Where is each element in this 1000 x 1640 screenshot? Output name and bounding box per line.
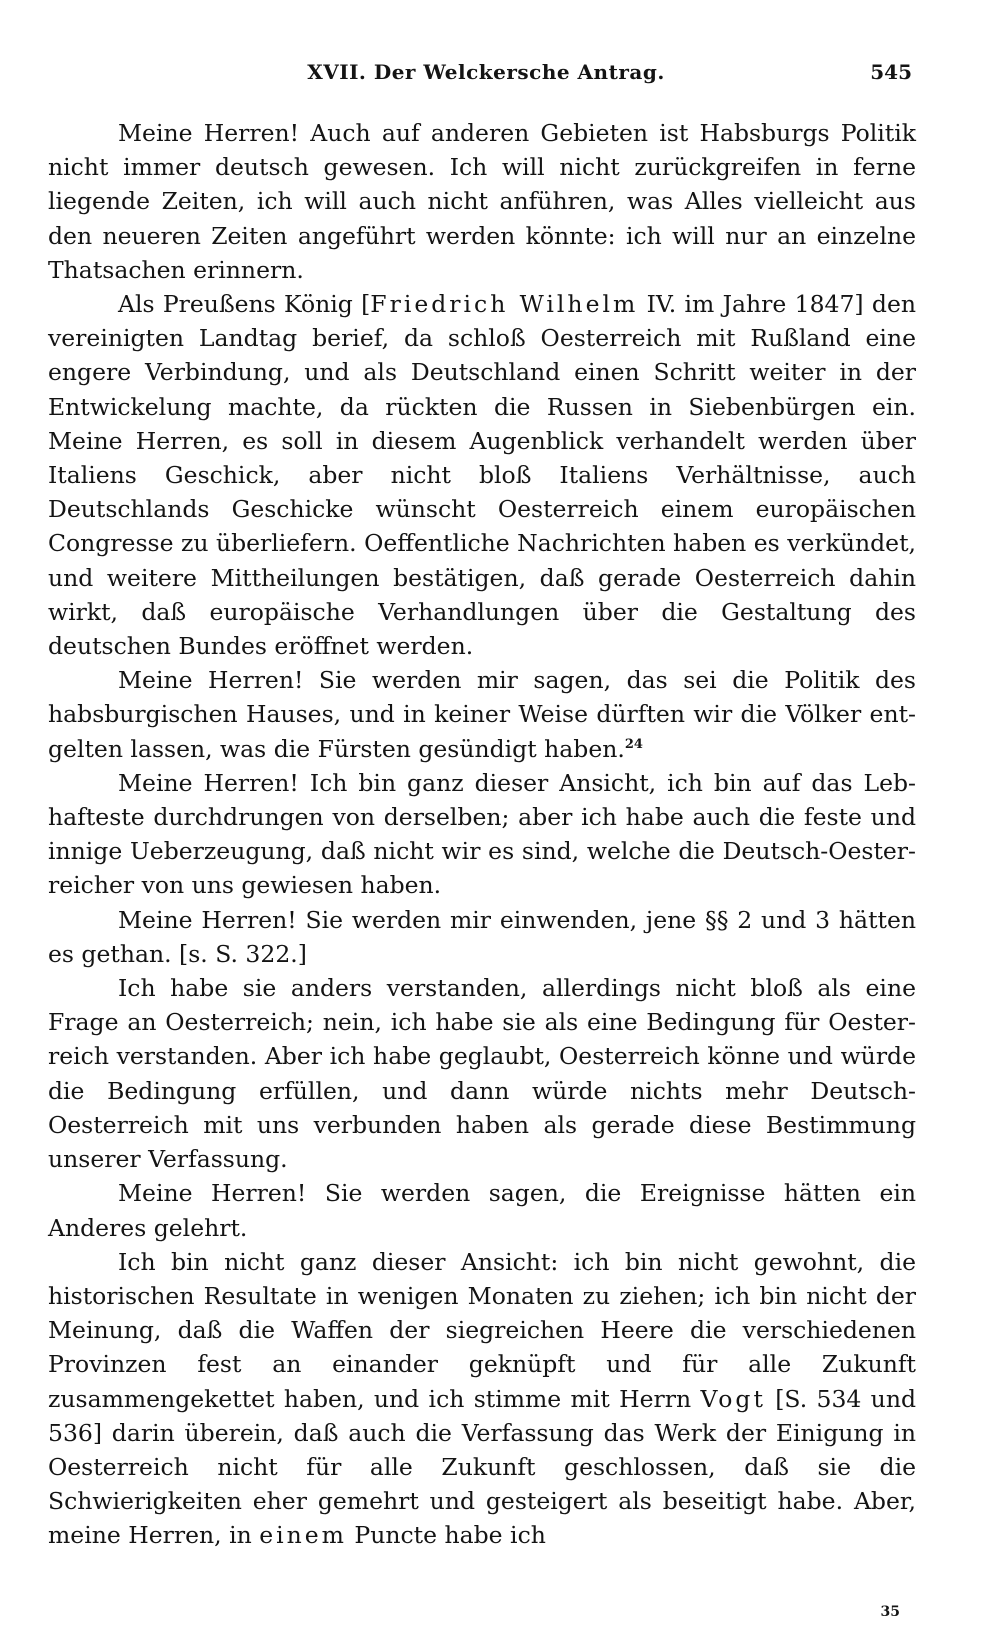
emphasized-name-vogt: Vogt <box>700 1384 766 1413</box>
chapter-title: XVII. Der Welckersche Antrag. <box>307 60 665 84</box>
paragraph-2-rest: IV. im Jahre 1847] den vereinigten Landtag berief, da schloß Oesterreich mit Rußland eine engere Verbindung, und als Deutschland einen Schritt weiter in der Entwickelung machte, da rückten die Russen in Siebenbürgen ein. Meine Herren, es soll in diesem Augenblick verhandelt werden über Italiens Geschick, aber nicht bloß Italiens Verhältnisse, auch Deutschlands Geschicke wünscht Oesterreich einem europäischen Congresse zu überliefern. Oeffentliche Nachrichten haben es verkündet, und weitere Mittheilungen bestätigen, daß gerade Oesterreich dahin wirkt, daß europäische Verhandlungen über die Gestaltung des deutschen Bundes eröffnet werden. <box>48 290 916 661</box>
page-number: 545 <box>870 60 912 84</box>
paragraph-4: Meine Herren! Ich bin ganz dieser Ansicht, ich bin auf das Lebhafteste durchdrungen von derselben; aber ich habe auch die feste und innige Ueberzeugung, daß nicht wir es sind, welche die Deutsch-Oesterreicher von uns gewiesen haben. <box>48 768 916 900</box>
body-text <box>48 116 916 1553</box>
paragraph-1: Meine Herren! Auch auf anderen Gebieten ist Habsburgs Politik nicht immer deutsch gewesen. Ich will nicht zurückgreifen in ferne liegende Zeiten, ich will auch nicht anführen, was Alles vielleicht aus den neueren Zeiten angeführt werden könnte: ich will nur an einzelne Thatsachen erinnern. <box>48 119 916 284</box>
paragraph-8 <box>48 1245 916 1553</box>
footnote-ref: 24 <box>624 736 643 752</box>
running-head <box>60 60 912 90</box>
paragraph-8-start: Ich bin nicht ganz dieser Ansicht: ich bin nicht gewohnt, die historischen Resultate in wenigen Monaten zu ziehen; ich bin nicht der Meinung, daß die Waffen der siegreichen Heere die verschiedenen Provinzen fest an einander geknüpft und für alle Zukunft zusammengekettet haben, und ich stimme mit Herrn <box>48 1247 916 1413</box>
paragraph-5: Meine Herren! Sie werden mir einwenden, jene §§ 2 und 3 hätten es gethan. [s. S. 322.] <box>48 905 916 968</box>
emphasized-name-friedrich-wilhelm: Friedrich Wilhelm <box>370 290 639 319</box>
paragraph-2-start: Als Preußens König [ <box>118 290 371 319</box>
printer-signature-mark: 35 <box>880 1604 900 1620</box>
paragraph-3-text: Meine Herren! Sie werden mir sagen, das sei die Politik des habsburgischen Hauses, und in keiner Weise dürften wir die Völker entgelten lassen, was die Fürsten gesündigt haben. <box>48 666 916 763</box>
emphasized-word-einem: einem <box>259 1521 347 1550</box>
paragraph-3 <box>48 663 916 766</box>
paragraph-7: Meine Herren! Sie werden sagen, die Ereignisse hätten ein Anderes gelehrt. <box>48 1179 916 1242</box>
paragraph-2 <box>48 287 916 663</box>
paragraph-8-middle: [S. 534 und 536] darin überein, daß auch die Verfassung das Werk der Einigung in Oesterreich nicht für alle Zukunft geschlossen, daß sie die Schwierigkeiten eher gemehrt und gesteigert als beseitigt habe. Aber, meine Herren, in <box>48 1384 917 1550</box>
paragraph-8-end: Puncte habe ich <box>346 1521 546 1550</box>
paragraph-6: Ich habe sie anders verstanden, allerdings nicht bloß als eine Frage an Oesterreich; nein, ich habe sie als eine Bedingung für Oesterreich verstanden. Aber ich habe geglaubt, Oesterreich könne und würde die Bedingung erfüllen, und dann würde nichts mehr Deutsch-Oesterreich mit uns verbunden haben als gerade diese Bestimmung unserer Verfassung. <box>48 974 916 1174</box>
